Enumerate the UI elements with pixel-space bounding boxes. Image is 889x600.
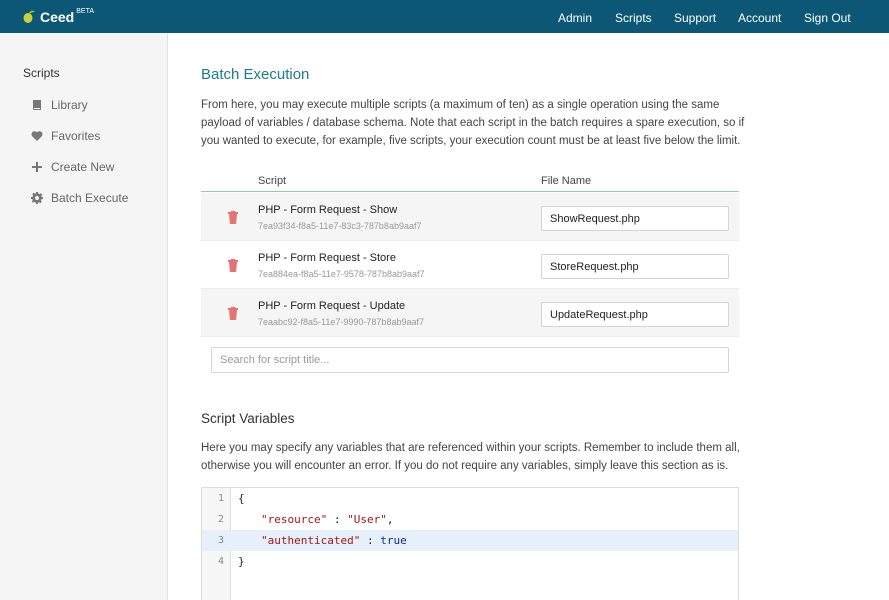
brand-name: Ceed (40, 9, 75, 25)
table-row (201, 241, 739, 289)
json-key: "authenticated" (261, 534, 361, 547)
code-line (202, 551, 738, 572)
sidebar-item-label: Batch Execute (51, 191, 129, 205)
script-search-input[interactable] (211, 347, 729, 373)
code-text (261, 509, 393, 530)
sidebar-item-create-new[interactable] (31, 160, 114, 174)
nav-sign-out[interactable]: Sign Out (804, 11, 851, 25)
json-separator: : (360, 534, 381, 547)
json-key: "resource" (261, 513, 328, 526)
line-number: 2 (217, 514, 224, 525)
description-line: From here, you may execute multiple scripts (a maximum of ten) as a single operation using the same (201, 99, 720, 111)
variables-description (201, 439, 746, 475)
json-value: true (380, 534, 407, 547)
code-line (202, 488, 738, 509)
seed-logo-icon (22, 10, 36, 24)
code-text (261, 530, 407, 551)
sidebar-item-batch-execute[interactable] (31, 191, 128, 205)
script-id: 7ea93f34-f8a5-11e7-83c3-787b8ab9aaf7 (258, 221, 422, 231)
line-number: 3 (217, 535, 224, 546)
json-separator: : (327, 513, 348, 526)
sidebar-item-library[interactable] (31, 98, 88, 112)
code-line-active (202, 530, 738, 551)
code-line (202, 509, 738, 530)
script-id: 7eaabc92-f8a5-11e7-9990-787b8ab9aaf7 (258, 317, 424, 327)
code-text: } (238, 555, 245, 568)
script-title: PHP - Form Request - Show (258, 204, 398, 216)
description-line: you wanted to execute, for example, five scripts, your execution count must be at least five below the limit. (201, 135, 741, 147)
nav-support[interactable]: Support (674, 11, 717, 25)
batch-description (201, 96, 746, 150)
script-id: 7ea884ea-f8a5-11e7-9578-787b8ab9aaf7 (258, 269, 425, 279)
beta-badge: BETA (76, 8, 94, 15)
code-text: { (238, 492, 245, 505)
script-title: PHP - Form Request - Update (258, 300, 406, 312)
gear-icon (31, 192, 43, 204)
json-code-editor[interactable] (201, 487, 739, 600)
sidebar-item-label: Favorites (51, 129, 101, 143)
brand[interactable] (22, 8, 94, 26)
heart-icon (31, 130, 43, 142)
line-number: 1 (217, 493, 224, 504)
plus-icon (31, 161, 43, 173)
sidebar-item-label: Library (51, 98, 88, 112)
sidebar-title: Scripts (23, 66, 60, 80)
top-navbar (0, 0, 889, 33)
section-title-script-variables: Script Variables (201, 411, 295, 426)
nav-account[interactable]: Account (738, 11, 782, 25)
table-row (201, 289, 739, 337)
sidebar-item-favorites[interactable] (31, 129, 100, 143)
json-value: "User" (347, 513, 387, 526)
description-line: otherwise you will encounter an error. If you do not require any variables, simply leave this section as is. (201, 460, 729, 472)
description-line: Here you may specify any variables that are referenced within your scripts. Remember to include them all, (201, 442, 740, 454)
nav-scripts[interactable]: Scripts (615, 11, 652, 25)
trash-icon[interactable] (227, 306, 239, 320)
trash-icon[interactable] (227, 258, 239, 272)
batch-table-header (201, 173, 739, 192)
table-row (201, 193, 739, 241)
description-line: payload of variables / database schema. Note that each script in the batch requires a spare execution, so if (201, 117, 745, 129)
column-header-script: Script (258, 175, 287, 187)
file-name-input[interactable] (541, 206, 729, 231)
nav-admin[interactable]: Admin (558, 11, 593, 25)
page-title: Batch Execution (201, 66, 310, 83)
book-icon (31, 99, 43, 111)
script-title: PHP - Form Request - Store (258, 252, 396, 264)
json-comma: , (386, 513, 394, 526)
sidebar (0, 33, 168, 600)
file-name-input[interactable] (541, 302, 729, 327)
file-name-input[interactable] (541, 254, 729, 279)
column-header-file-name: File Name (541, 175, 592, 187)
line-number: 4 (217, 556, 224, 567)
trash-icon[interactable] (227, 210, 239, 224)
sidebar-item-label: Create New (51, 160, 115, 174)
